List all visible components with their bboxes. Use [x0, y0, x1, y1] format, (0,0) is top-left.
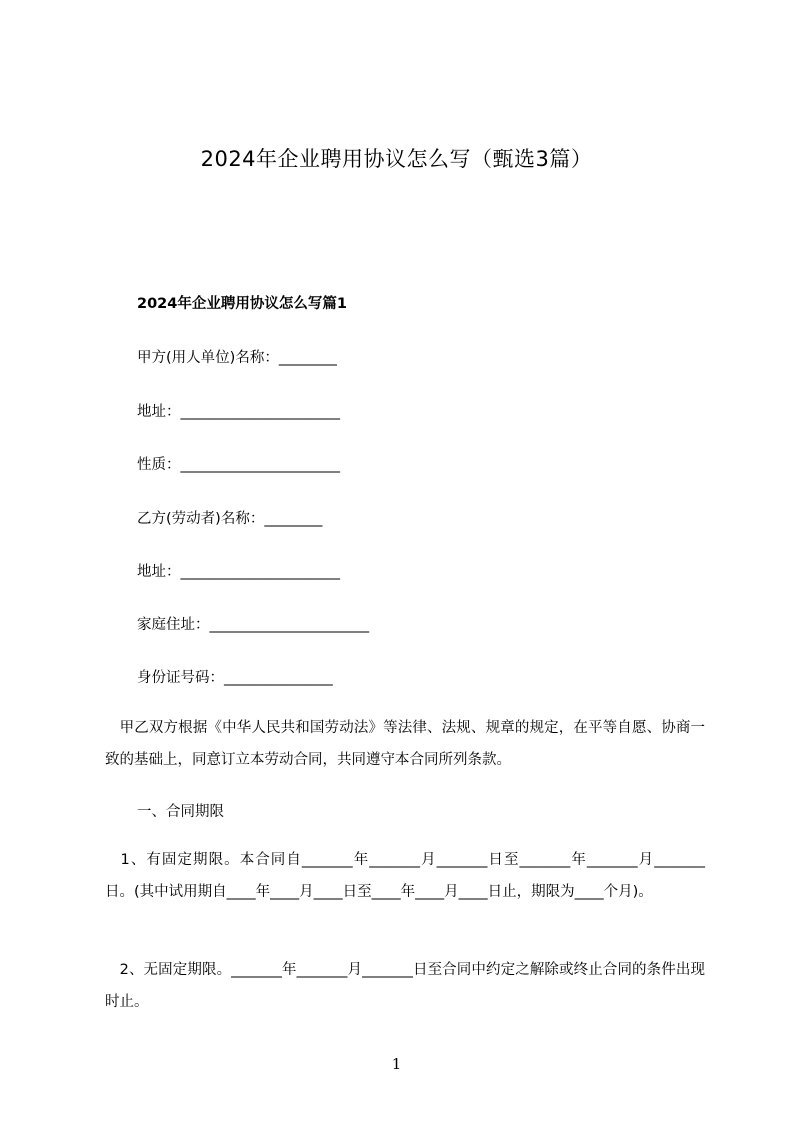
intro-paragraph: 甲乙双方根据《中华人民共和国劳动法》等法律、法规、规章的规定，在平等自愿、协商一致的基础上，同意订立本劳动合同，共同遵守本合同所列条款。 [105, 720, 705, 768]
field-employer-nature: 性质：______________________ [137, 457, 340, 473]
clause-heading: 一、合同期限 [137, 804, 224, 820]
field-id-number: 身份证号码：_______________ [137, 670, 333, 686]
field-home-address: 家庭住址：______________________ [137, 617, 369, 633]
field-employer-name: 甲方(用人单位)名称：________ [137, 350, 337, 366]
clause-open-term: 2、无固定期限。_______年_______月_______日至合同中约定之解除或终止合同的条件出现时止。 [105, 962, 705, 1010]
field-employer-address: 地址：______________________ [137, 404, 340, 420]
clause-fixed-term: 1、有固定期限。本合同自_______年_______月_______日至_______年_______月_______日。(其中试用期自____年____月____日至____年____月____日止，期限为____个月)。 [105, 852, 705, 900]
document-title: 2024年企业聘用协议怎么写（甄选3篇） [200, 147, 593, 171]
section-heading: 2024年企业聘用协议怎么写篇1 [137, 296, 347, 312]
page-number: 1 [391, 1055, 402, 1073]
field-employee-address: 地址：______________________ [137, 564, 340, 580]
field-employee-name: 乙方(劳动者)名称：________ [137, 511, 323, 527]
